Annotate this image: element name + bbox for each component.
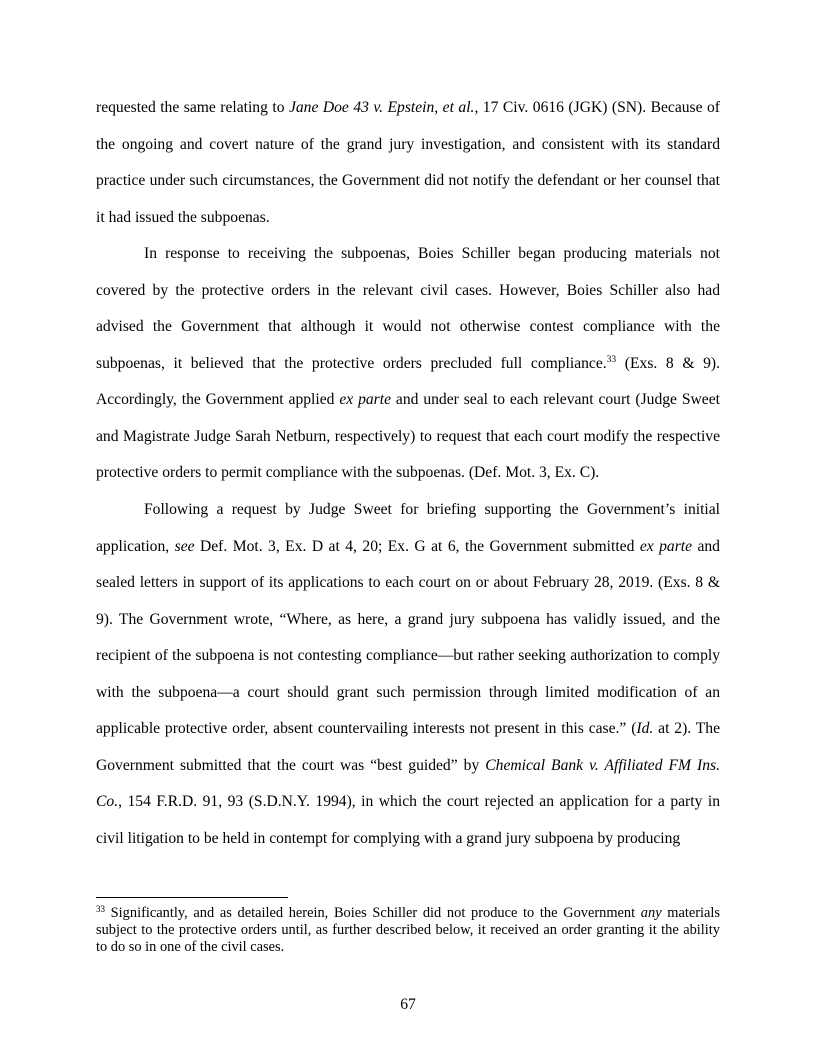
- body-paragraph: [96, 90, 720, 236]
- italic-text: any: [640, 905, 662, 921]
- text-run: Following a request by Judge Sweet for briefing supporting the Government’s initial application,: [96, 501, 720, 555]
- text-run: and sealed letters in support of its applications to each court on or about February 28, 2019. (Exs. 8 & 9). The Government wrote, “Where, as here, a grand jury subpoena has validly issued, and the recipient of the subpoena is not contesting compliance—but rather seeking authorization to comply with the subpoena—a court should grant such permission through limited modification of an applicable protective order, absent countervailing interests not present in this case.” (: [96, 537, 720, 738]
- text-run: Significantly, and as detailed herein, Boies Schiller did not produce to the Government: [105, 905, 641, 921]
- italic-text: Chemical Bank v. Affiliated FM Ins. Co.: [96, 756, 721, 811]
- footnote: [96, 905, 720, 957]
- italic-text: ex parte: [339, 391, 391, 409]
- footnote-reference: 33: [96, 904, 105, 914]
- italic-text: Jane Doe 43 v. Epstein, et al.: [288, 99, 475, 116]
- body-paragraph: [96, 236, 720, 492]
- italic-text: see: [174, 537, 195, 555]
- text-run: materials subject to the protective orders until, as further described below, it received an order granting it the ability to do so in one of the civil cases.: [96, 905, 721, 956]
- body-text: [96, 90, 720, 857]
- text-run: (Exs. 8 & 9). Accordingly, the Government applied: [96, 354, 720, 409]
- body-paragraph: [96, 492, 720, 857]
- text-run: , 17 Civ. 0616 (JGK) (SN). Because of the ongoing and covert nature of the grand jury investigation, and consistent with its standard practice under such circumstances, the Government did not notify the defendant or her counsel that it had issued the subpoenas.: [96, 99, 720, 226]
- italic-text: Id.: [636, 720, 654, 738]
- text-run: and under seal to each relevant court (Judge Sweet and Magistrate Judge Sarah Netburn, respectively) to request that each court modify the respective protective orders to permit compliance with the subpoenas. (Def. Mot. 3, Ex. C).: [96, 391, 720, 482]
- footnote-reference: 33: [606, 354, 617, 365]
- page-number: 67: [400, 996, 416, 1013]
- text-run: , 154 F.R.D. 91, 93 (S.D.N.Y. 1994), in which the court rejected an application for a party in civil litigation to be held in contempt for complying with a grand jury subpoena by producing: [96, 793, 720, 847]
- text-run: at 2). The Government submitted that the court was “best guided” by: [96, 720, 720, 774]
- text-run: In response to receiving the subpoenas, Boies Schiller began producing materials not covered by the protective orders in the relevant civil cases. However, Boies Schiller also had advised the Government that although it would not otherwise contest compliance with the subpoenas, it believed that the protective orders precluded full compliance.: [96, 245, 720, 372]
- italic-text: ex parte: [639, 537, 693, 555]
- text-run: Def. Mot. 3, Ex. D at 4, 20; Ex. G at 6, the Government submitted: [194, 537, 640, 555]
- text-run: requested the same relating to: [96, 99, 289, 116]
- footnotes: [96, 905, 720, 957]
- footnote-divider: [96, 897, 288, 898]
